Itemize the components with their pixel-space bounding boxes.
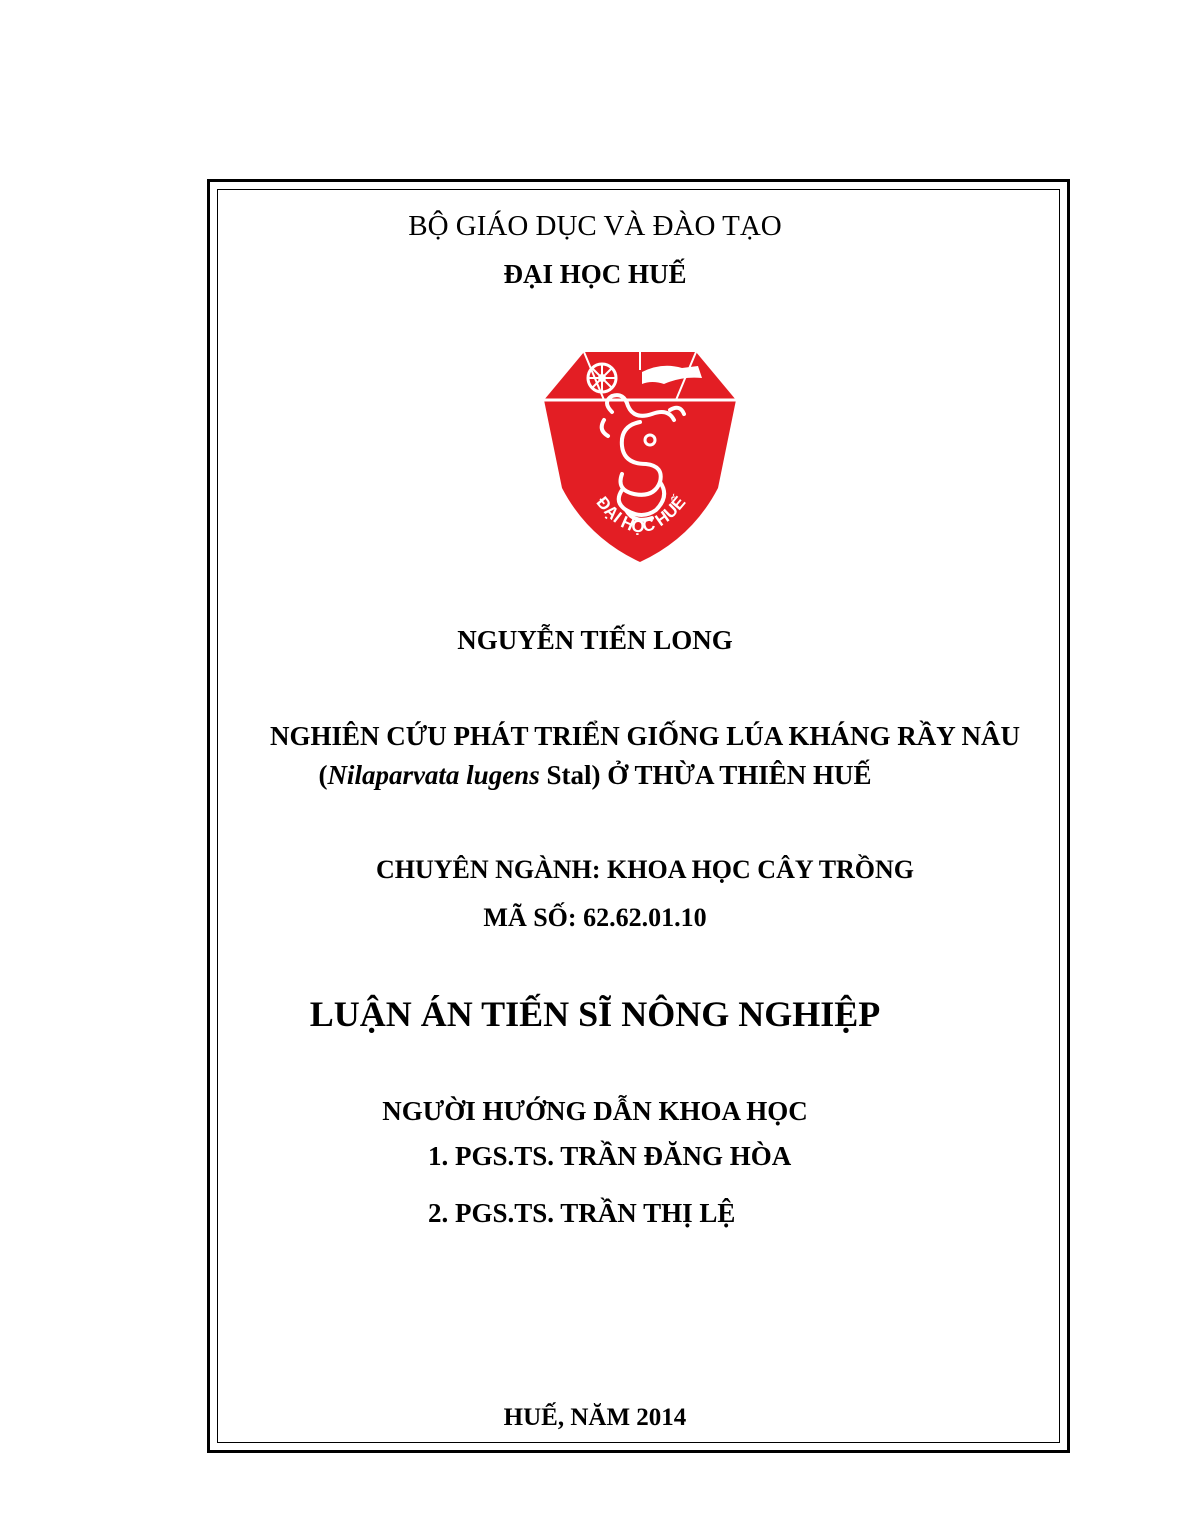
logo-emblem-text: ĐẠI HỌC HUẾ — [592, 492, 690, 537]
thesis-title-line-1: NGHIÊN CỨU PHÁT TRIỂN GIỐNG LÚA KHÁNG RẦY NÂU — [269, 721, 1021, 751]
thesis-title-line-2-rest: Stal) Ở THỪA THIÊN HUẾ — [539, 760, 872, 790]
university-logo — [542, 350, 738, 564]
advisor-item: 1. PGS.TS. TRẦN ĐĂNG HÒA — [428, 1141, 792, 1171]
open-paren: ( — [318, 760, 328, 790]
major: CHUYÊN NGÀNH: KHOA HỌC CÂY TRỒNG — [375, 855, 915, 884]
degree-title: LUẬN ÁN TIẾN SĨ NÔNG NGHIỆP — [309, 994, 881, 1034]
wheel-icon — [588, 364, 616, 392]
university-name: ĐẠI HỌC HUẾ — [503, 259, 687, 289]
author-name: NGUYỄN TIẾN LONG — [457, 625, 733, 655]
major-code: MÃ SỐ: 62.62.01.10 — [483, 903, 707, 932]
place-year: HUẾ, NĂM 2014 — [503, 1404, 687, 1431]
ministry-name: BỘ GIÁO DỤC VÀ ĐÀO TẠO — [408, 210, 782, 242]
advisor-item: 2. PGS.TS. TRẦN THỊ LỆ — [428, 1198, 736, 1228]
advisors-heading: NGƯỜI HƯỚNG DẪN KHOA HỌC — [382, 1096, 808, 1126]
thesis-title-line-2 — [0, 760, 1190, 791]
species-name: Nilaparvata lugens — [327, 760, 540, 790]
